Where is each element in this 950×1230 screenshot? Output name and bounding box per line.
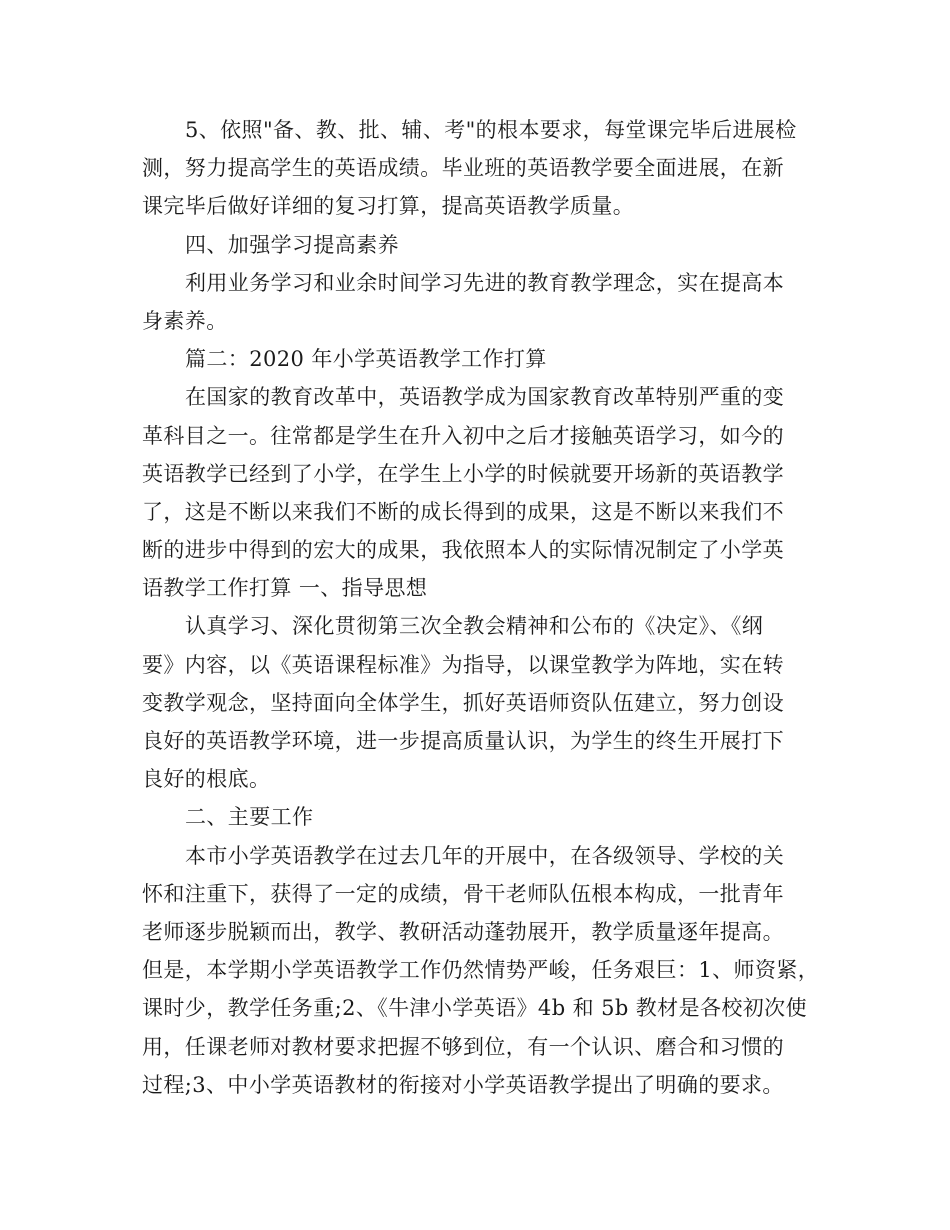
text-line: 过程;3、中小学英语教材的衔接对小学英语教学提出了明确的要求。	[142, 1072, 784, 1097]
document-body	[142, 111, 820, 1104]
text-line: 良好的英语教学环境，进一步提高质量认识，为学生的终生开展打下	[142, 729, 784, 753]
text-line: 了，这是不断以来我们不断的成长得到的成果，这是不断以来我们不	[142, 499, 784, 524]
text-line: 利用业务学习和业余时间学习先进的教育教学理念，实在提高本	[185, 270, 785, 295]
text-line: 课完毕后做好详细的复习打算，提高英语教学质量。	[142, 194, 635, 219]
text-line: 课时少，教学任务重;2、《牛津小学英语》4b 和 5b 教材是各校初次使	[142, 996, 807, 1021]
text-line: 篇二：2020 年小学英语教学工作打算	[185, 347, 547, 372]
text-line: 认真学习、深化贯彻第三次全教会精神和公布的《决定》、《纲	[185, 614, 764, 639]
text-line: 怀和注重下，获得了一定的成绩，骨干老师队伍根本构成，一批青年	[142, 881, 784, 906]
text-line: 老师逐步脱颖而出，教学、教研活动蓬勃展开，教学质量逐年提高。	[142, 919, 784, 944]
text-line: 要》内容，以《英语课程标准》为指导，以课堂教学为阵地，实在转	[142, 652, 784, 677]
text-line: 身素养。	[142, 308, 228, 333]
text-line: 二、主要工作	[185, 805, 314, 830]
text-line: 语教学工作打算 一、指导思想	[142, 576, 428, 601]
text-line: 测，努力提高学生的英语成绩。毕业班的英语教学要全面进展，在新	[142, 156, 784, 181]
text-line: 四、加强学习提高素养	[185, 232, 399, 257]
text-line: 在国家的教育改革中，英语教学成为国家教育改革特别严重的变	[185, 385, 785, 410]
text-line: 但是，本学期小学英语教学工作仍然情势严峻，任务艰巨：1、师资紧，	[142, 958, 820, 983]
text-line: 革科目之一。往常都是学生在升入初中之后才接触英语学习，如今的	[142, 423, 784, 448]
text-line: 良好的根底。	[142, 767, 271, 792]
text-line: 本市小学英语教学在过去几年的开展中，在各级领导、学校的关	[185, 843, 785, 868]
text-line: 用，任课老师对教材要求把握不够到位，有一个认识、磨合和习惯的	[142, 1034, 784, 1059]
text-line: 5、依照"备、教、批、辅、考"的根本要求，每堂课完毕后进展检	[185, 118, 797, 142]
text-line: 英语教学已经到了小学，在学生上小学的时候就要开场新的英语教学	[142, 461, 784, 486]
text-line: 断的进步中得到的宏大的成果，我依照本人的实际情况制定了小学英	[142, 538, 784, 563]
text-line: 变教学观念，坚持面向全体学生，抓好英语师资队伍建立，努力创设	[142, 690, 784, 715]
